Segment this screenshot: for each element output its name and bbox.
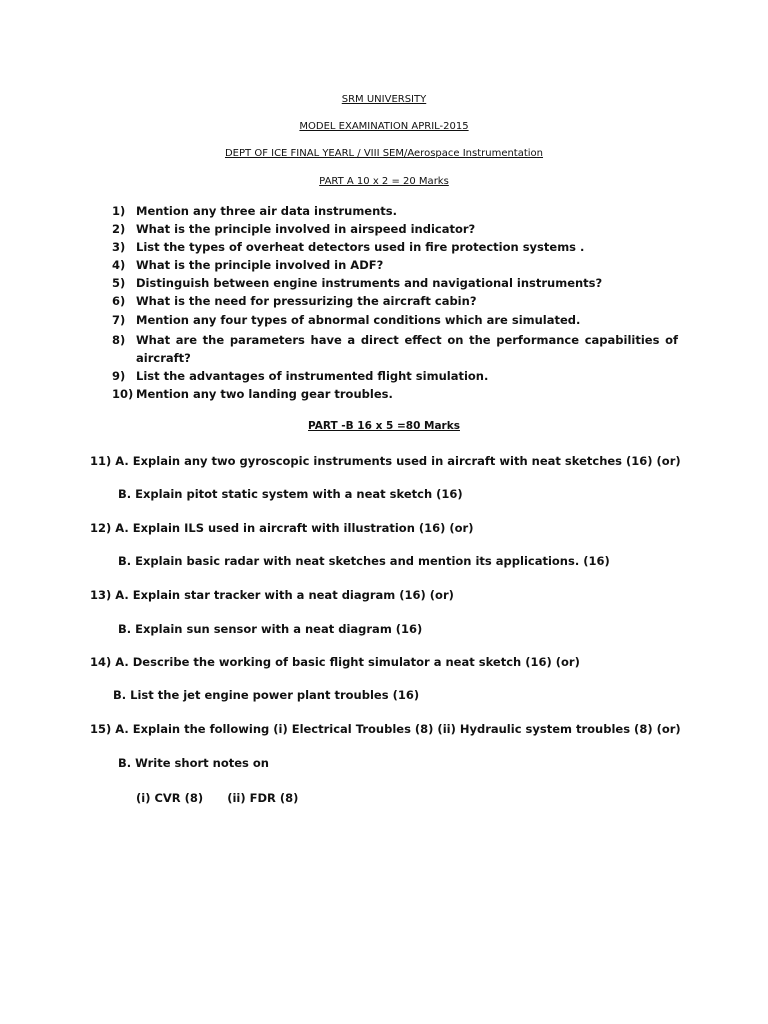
part-b-question: B. Write short notes on [118, 756, 269, 770]
part-b-question: B. Explain sun sensor with a neat diagram (16) [118, 622, 423, 636]
question-number: 2) [112, 222, 126, 236]
part-b-question: 15) A. Explain the following (i) Electrical Troubles (8) (ii) Hydraulic system troubles (8) (or) [90, 722, 681, 736]
part-b-question: 12) A. Explain ILS used in aircraft with illustration (16) (or) [90, 521, 474, 535]
part-a-question [112, 331, 678, 367]
part-a-heading: PART A 10 x 2 = 20 Marks [319, 176, 449, 187]
question-text: Mention any two landing gear troubles. [136, 387, 393, 401]
question-text: Distinguish between engine instruments and navigational instruments? [136, 276, 603, 290]
question-number: 3) [112, 240, 126, 254]
question-text: Mention any three air data instruments. [136, 204, 398, 218]
question-text: List the advantages of instrumented flight simulation. [136, 369, 489, 383]
part-b-question: 14) A. Describe the working of basic flight simulator a neat sketch (16) (or) [90, 655, 580, 669]
question-number: 9) [112, 369, 126, 383]
part-b-question: 13) A. Explain star tracker with a neat diagram (16) (or) [90, 588, 454, 602]
question-text: What is the need for pressurizing the aircraft cabin? [136, 294, 477, 308]
question-number: 7) [112, 313, 126, 327]
question-text: What is the principle involved in ADF? [136, 258, 384, 272]
part-a-question [112, 240, 682, 254]
question-number: 5) [112, 276, 126, 290]
question-number: 10) [112, 387, 134, 401]
question-text: Mention any four types of abnormal conditions which are simulated. [136, 313, 581, 327]
part-b-heading: PART -B 16 x 5 =80 Marks [308, 420, 460, 432]
part-a-question [112, 222, 682, 236]
question-number: 6) [112, 294, 126, 308]
part-b-question: B. Explain pitot static system with a neat sketch (16) [118, 487, 463, 501]
part-b-question: 11) A. Explain any two gyroscopic instruments used in aircraft with neat sketches (16) (or) [90, 454, 681, 468]
part-b-question: (i) CVR (8) (ii) FDR (8) [136, 791, 299, 805]
question-text: What are the parameters have a direct effect on the performance capabilities of aircraft? [136, 333, 678, 365]
part-a-question [112, 387, 682, 401]
part-a-question [112, 294, 682, 308]
part-a-question [112, 313, 682, 327]
part-a-question [112, 204, 682, 218]
part-a-question [112, 258, 682, 272]
question-text: What is the principle involved in airspeed indicator? [136, 222, 476, 236]
exam-title: MODEL EXAMINATION APRIL-2015 [299, 121, 469, 132]
question-number: 8) [112, 333, 126, 347]
part-b-question: B. List the jet engine power plant troubles (16) [113, 688, 420, 702]
part-a-question [112, 276, 682, 290]
question-number: 4) [112, 258, 126, 272]
university-name: SRM UNIVERSITY [341, 94, 427, 105]
question-number: 1) [112, 204, 126, 218]
part-a-question [112, 369, 682, 383]
part-b-question: B. Explain basic radar with neat sketches and mention its applications. (16) [118, 554, 610, 568]
question-text: List the types of overheat detectors used in fire protection systems . [136, 240, 585, 254]
department-line: DEPT OF ICE FINAL YEARL / VIII SEM/Aerospace Instrumentation [224, 148, 544, 159]
